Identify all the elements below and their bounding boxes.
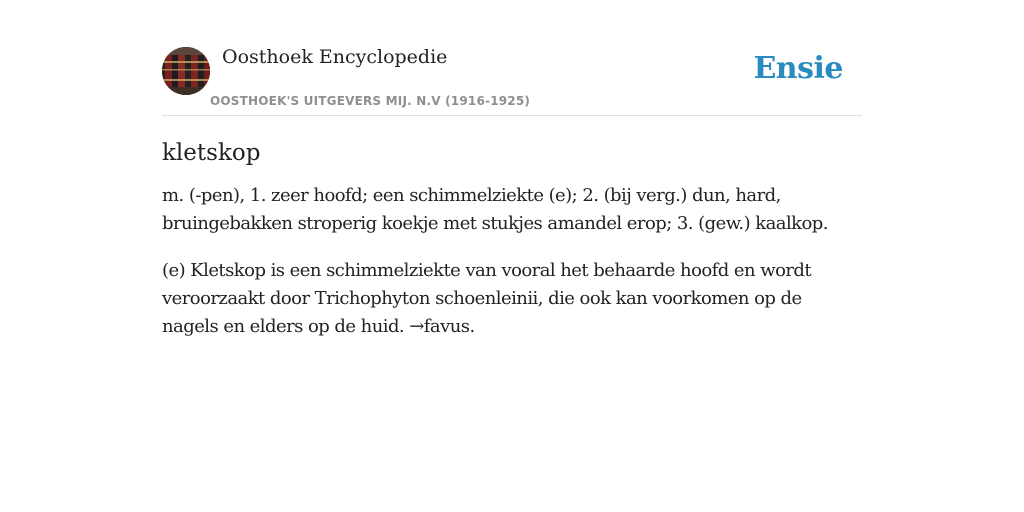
source-subtitle: OOSTHOEK'S UITGEVERS MIJ. N.V (1916-1925) [210,94,531,108]
entry-extra-text: (e) Kletskop is een schimmelziekte van vooral het behaarde hoofd en wordt veroorzaakt door Trichophyton schoenleinii, die ook kan voorkomen op de nagels en elders op de huid. [162,260,812,337]
favus-link[interactable]: →favus [409,316,470,337]
entry-term: kletskop [162,140,261,166]
entry-extra-end: . [469,316,475,337]
entry-card [162,40,862,341]
entry-extra [162,257,862,341]
entry-header [162,40,862,116]
entry-definition: m. (-pen), 1. zeer hoofd; een schimmelziekte (e); 2. (bij verg.) dun, hard, bruingebakken stroperig koekje met stukjes amandel erop; 3. (gew.) kaalkop. [162,185,828,234]
ensie-logo[interactable]: Ensie [753,51,843,86]
source-title[interactable]: Oosthoek Encyclopedie [222,46,448,68]
bookshelf-icon[interactable] [162,47,210,95]
